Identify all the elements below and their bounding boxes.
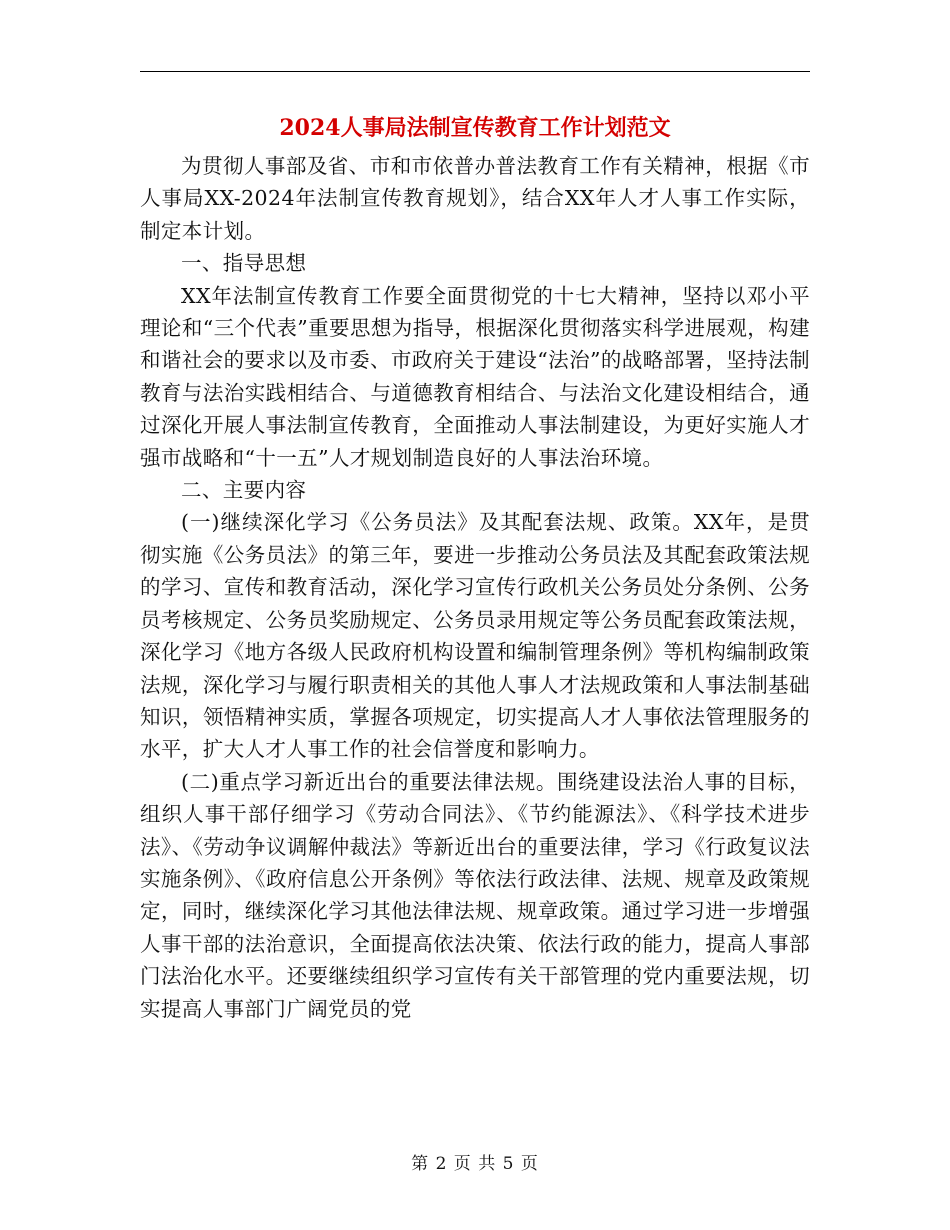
main-content-item-1: (一)继续深化学习《公务员法》及其配套法规、政策。XX年，是贯彻实施《公务员法》的第三年，要进一步推动公务员法及其配套政策法规的学习、宣传和教育活动，深化学习宣传行政机关公务员处分条例、公务员考核规定、公务员奖励规定、公务员录用规定等公务员配套政策法规，深化学习《地方各级人民政府机构设置和编制管理条例》等机构编制政策法规，深化学习与履行职责相关的其他人事人才法规政策和人事法制基础知识，领悟精神实质，掌握各项规定，切实提高人才人事依法管理服务的水平，扩大人才人事工作的社会信誉度和影响力。 (140, 510, 810, 762)
document-title: 2024人事局法制宣传教育工作计划范文 (279, 115, 671, 141)
intro-paragraph: 为贯彻人事部及省、市和市依普办普法教育工作有关精神，根据《市人事局XX-2024年法制宣传教育规划》，结合XX年人才人事工作实际，制定本计划。 (140, 154, 810, 243)
header-rule (140, 71, 810, 72)
section-heading-guiding-thought: 一、指导思想 (181, 251, 307, 276)
section-heading-main-content: 二、主要内容 (181, 478, 307, 503)
page-number-footer: 第 2 页 共 5 页 (411, 1154, 539, 1174)
document-body (140, 150, 810, 1025)
guiding-thought-paragraph: XX年法制宣传教育工作要全面贯彻党的十七大精神，坚持以邓小平理论和“三个代表”重要思想为指导，根据深化贯彻落实科学进展观，构建和谐社会的要求以及市委、市政府关于建设“法治”的战略部署，坚持法制教育与法治实践相结合、与道德教育相结合、与法治文化建设相结合，通过深化开展人事法制宣传教育，全面推动人事法制建设，为更好实施人才强市战略和“十一五”人才规划制造良好的人事法治环境。 (140, 283, 810, 470)
main-content-item-2: (二)重点学习新近出台的重要法律法规。围绕建设法治人事的目标，组织人事干部仔细学习《劳动合同法》、《节约能源法》、《科学技术进步法》、《劳动争议调解仲裁法》等新近出台的重要法律，学习《行政复议法实施条例》、《政府信息公开条例》等依法行政法律、法规、规章及政策规定，同时，继续深化学习其他法律法规、规章政策。通过学习进一步增强人事干部的法治意识，全面提高依法决策、依法行政的能力，提高人事部门法治化水平。还要继续组织学习宣传有关干部管理的党内重要法规，切实提高人事部门广阔党员的党 (140, 769, 810, 1021)
